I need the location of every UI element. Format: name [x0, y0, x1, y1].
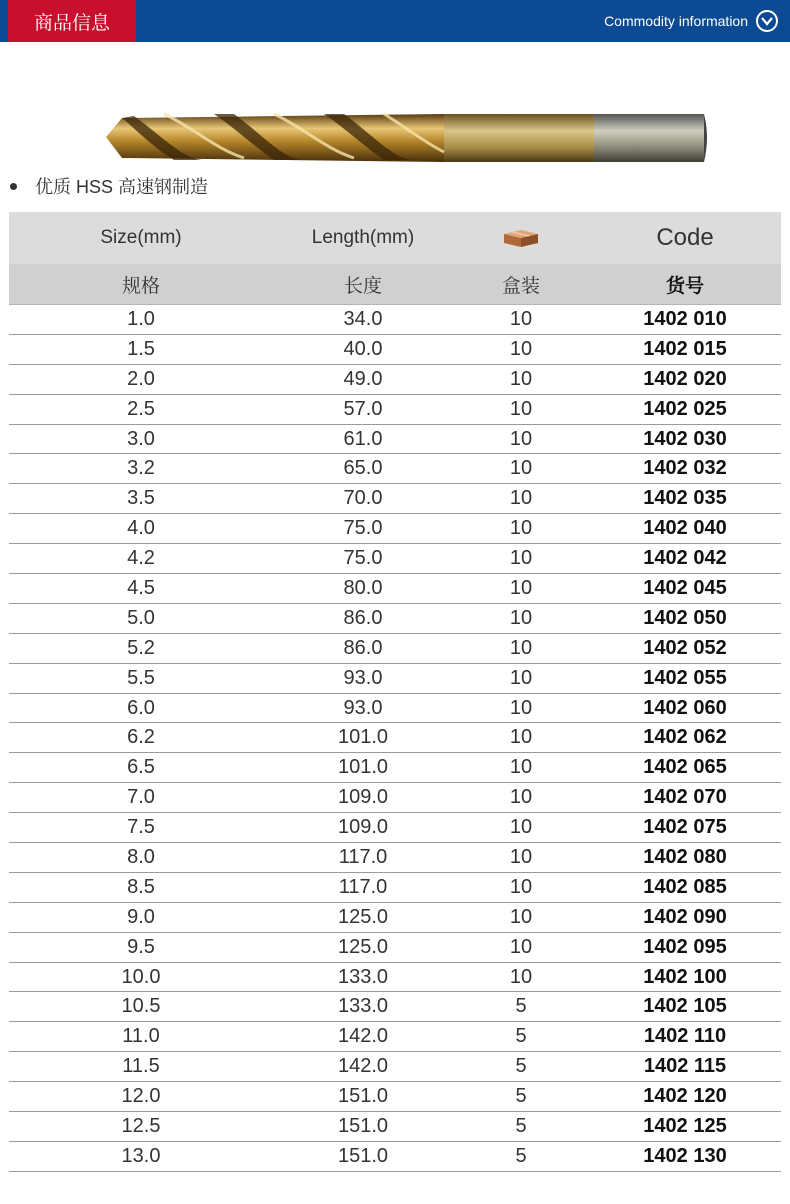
cell-length: 49.0	[343, 367, 383, 390]
cell-length: 40.0	[343, 337, 383, 360]
cell-code: 1402 080	[643, 845, 727, 868]
cell-length: 133.0	[337, 995, 389, 1018]
table-row	[9, 604, 781, 634]
cell-code: 1402 042	[643, 547, 727, 570]
cell-size: 7.5	[127, 816, 155, 839]
cell-length: 75.0	[343, 547, 383, 570]
cell-code: 1402 015	[643, 337, 727, 360]
cell-size: 1.0	[127, 307, 155, 330]
table-row	[9, 514, 781, 544]
header-code: Code	[656, 224, 714, 251]
chevron-down-circle-icon[interactable]	[756, 10, 778, 32]
cell-size: 2.5	[127, 397, 155, 420]
table-row	[9, 634, 781, 664]
table-header-en	[9, 212, 781, 264]
cell-box-qty: 10	[509, 576, 533, 599]
cell-size: 5.0	[127, 606, 155, 629]
cell-box-qty: 10	[509, 517, 533, 540]
cell-box-qty: 10	[509, 427, 533, 450]
cell-box-qty: 10	[509, 666, 533, 689]
cell-size: 4.0	[127, 517, 155, 540]
cell-size: 5.2	[127, 636, 155, 659]
cell-box-qty: 10	[509, 457, 533, 480]
cell-length: 93.0	[343, 666, 383, 689]
table-header-cn	[9, 264, 781, 305]
cell-box-qty: 10	[509, 845, 533, 868]
cell-size: 10.0	[121, 965, 161, 988]
table-row	[9, 395, 781, 425]
cell-length: 101.0	[337, 756, 389, 779]
cell-size: 11.0	[122, 1025, 160, 1048]
table-row	[9, 335, 781, 365]
cell-length: 70.0	[343, 487, 383, 510]
cell-code: 1402 032	[643, 457, 727, 480]
bullet-dot	[10, 183, 17, 190]
cell-box-qty: 5	[515, 1025, 527, 1048]
cell-code: 1402 052	[643, 636, 727, 659]
cell-size: 8.5	[127, 875, 155, 898]
cell-length: 34.0	[343, 307, 383, 330]
cell-code: 1402 050	[643, 606, 727, 629]
table-row	[9, 933, 781, 963]
cell-box-qty: 5	[515, 1085, 527, 1108]
cell-length: 101.0	[337, 726, 389, 749]
cell-size: 6.0	[127, 696, 155, 719]
cell-size: 4.5	[127, 576, 155, 599]
cell-size: 12.5	[121, 1114, 161, 1137]
cell-box-qty: 10	[509, 487, 533, 510]
cell-length: 109.0	[337, 816, 389, 839]
table-row	[9, 365, 781, 395]
cell-size: 9.0	[127, 905, 155, 928]
cell-size: 10.5	[121, 995, 161, 1018]
tab-product-info[interactable]: 商品信息	[8, 0, 136, 42]
cell-code: 1402 035	[643, 487, 727, 510]
cell-box-qty: 10	[509, 726, 533, 749]
cell-code: 1402 120	[643, 1085, 727, 1108]
cell-code: 1402 105	[643, 995, 727, 1018]
cell-box-qty: 5	[515, 1144, 527, 1167]
table-row	[9, 723, 781, 753]
cell-code: 1402 040	[643, 517, 727, 540]
cell-box-qty: 10	[509, 636, 533, 659]
cell-length: 133.0	[337, 965, 389, 988]
cell-size: 9.5	[127, 935, 155, 958]
header-cn-box: 盒装	[501, 275, 540, 297]
cell-size: 3.5	[127, 487, 155, 510]
cell-length: 57.0	[343, 397, 383, 420]
cell-code: 1402 075	[643, 816, 727, 839]
cell-code: 1402 065	[643, 756, 727, 779]
cell-length: 151.0	[337, 1144, 389, 1167]
header-size: Size(mm)	[100, 227, 182, 248]
cell-size: 3.2	[127, 457, 155, 480]
table-body	[9, 305, 781, 1172]
cell-size: 1.5	[127, 337, 155, 360]
cell-code: 1402 062	[643, 726, 727, 749]
cell-length: 109.0	[337, 786, 389, 809]
cell-code: 1402 115	[643, 1055, 727, 1078]
package-box-icon	[502, 228, 540, 248]
top-header-bar	[0, 0, 790, 42]
cell-code: 1402 125	[643, 1114, 727, 1137]
table-row	[9, 544, 781, 574]
cell-code: 1402 025	[643, 397, 727, 420]
table-row	[9, 694, 781, 724]
header-cn-size: 规格	[121, 275, 160, 297]
cell-length: 61.0	[343, 427, 383, 450]
table-row	[9, 1082, 781, 1112]
table-row	[9, 873, 781, 903]
cell-length: 117.0	[338, 845, 388, 868]
cell-length: 151.0	[337, 1114, 389, 1137]
cell-size: 3.0	[127, 427, 155, 450]
table-row	[9, 843, 781, 873]
cell-code: 1402 130	[643, 1144, 727, 1167]
cell-length: 75.0	[343, 517, 383, 540]
table-row	[9, 305, 781, 335]
cell-size: 13.0	[121, 1144, 161, 1167]
cell-box-qty: 10	[509, 905, 533, 928]
cell-length: 125.0	[337, 935, 389, 958]
cell-length: 142.0	[337, 1055, 389, 1078]
table-row	[9, 664, 781, 694]
cell-code: 1402 030	[643, 427, 727, 450]
cell-box-qty: 10	[509, 547, 533, 570]
table-row	[9, 1022, 781, 1052]
cell-code: 1402 095	[643, 935, 727, 958]
cell-box-qty: 10	[509, 397, 533, 420]
cell-box-qty: 10	[509, 307, 533, 330]
cell-length: 86.0	[343, 606, 383, 629]
cell-box-qty: 10	[509, 786, 533, 809]
cell-box-qty: 10	[509, 696, 533, 719]
cell-length: 125.0	[337, 905, 389, 928]
cell-length: 65.0	[343, 457, 383, 480]
header-cn-code: 货号	[665, 275, 704, 297]
cell-size: 6.5	[127, 756, 155, 779]
cell-size: 11.5	[122, 1055, 160, 1078]
spec-table	[9, 212, 781, 1172]
table-row	[9, 1052, 781, 1082]
header-length: Length(mm)	[311, 227, 415, 248]
feature-bullet	[10, 174, 208, 198]
cell-box-qty: 5	[515, 1055, 527, 1078]
cell-box-qty: 10	[509, 875, 533, 898]
cell-code: 1402 100	[643, 965, 727, 988]
table-row	[9, 1142, 781, 1172]
cell-code: 1402 090	[643, 905, 727, 928]
cell-size: 6.2	[127, 726, 155, 749]
cell-box-qty: 5	[515, 1114, 527, 1137]
cell-box-qty: 10	[509, 337, 533, 360]
table-row	[9, 454, 781, 484]
drill-bit-image	[104, 108, 710, 166]
table-row	[9, 903, 781, 933]
cell-box-qty: 10	[509, 965, 533, 988]
cell-size: 7.0	[127, 786, 155, 809]
cell-size: 2.0	[127, 367, 155, 390]
table-row	[9, 425, 781, 455]
cell-box-qty: 5	[515, 995, 527, 1018]
cell-length: 93.0	[343, 696, 383, 719]
table-row	[9, 813, 781, 843]
table-row	[9, 963, 781, 993]
cell-code: 1402 045	[643, 576, 727, 599]
cell-length: 117.0	[338, 875, 388, 898]
table-row	[9, 574, 781, 604]
table-row	[9, 992, 781, 1022]
cell-box-qty: 10	[509, 756, 533, 779]
table-row	[9, 484, 781, 514]
cell-box-qty: 10	[509, 606, 533, 629]
cell-box-qty: 10	[509, 816, 533, 839]
cell-code: 1402 020	[643, 367, 727, 390]
cell-length: 151.0	[337, 1085, 389, 1108]
cell-length: 80.0	[343, 576, 383, 599]
table-row	[9, 783, 781, 813]
cell-box-qty: 10	[509, 367, 533, 390]
table-row	[9, 753, 781, 783]
table-row	[9, 1112, 781, 1142]
header-cn-length: 长度	[343, 275, 382, 297]
header-box	[453, 228, 589, 248]
cell-size: 8.0	[127, 845, 155, 868]
cell-size: 5.5	[127, 666, 155, 689]
cell-code: 1402 070	[643, 786, 727, 809]
cell-code: 1402 060	[643, 696, 727, 719]
cell-code: 1402 055	[643, 666, 727, 689]
cell-code: 1402 010	[643, 307, 727, 330]
feature-text: 优质 HSS 高速钢制造	[35, 177, 209, 197]
commodity-info-label: Commodity information	[604, 13, 748, 29]
cell-length: 86.0	[343, 636, 383, 659]
cell-size: 12.0	[121, 1085, 161, 1108]
cell-box-qty: 10	[509, 935, 533, 958]
cell-code: 1402 085	[643, 875, 727, 898]
commodity-info-toggle[interactable]	[604, 0, 778, 42]
cell-code: 1402 110	[643, 1025, 727, 1048]
cell-length: 142.0	[337, 1025, 389, 1048]
cell-size: 4.2	[127, 547, 155, 570]
